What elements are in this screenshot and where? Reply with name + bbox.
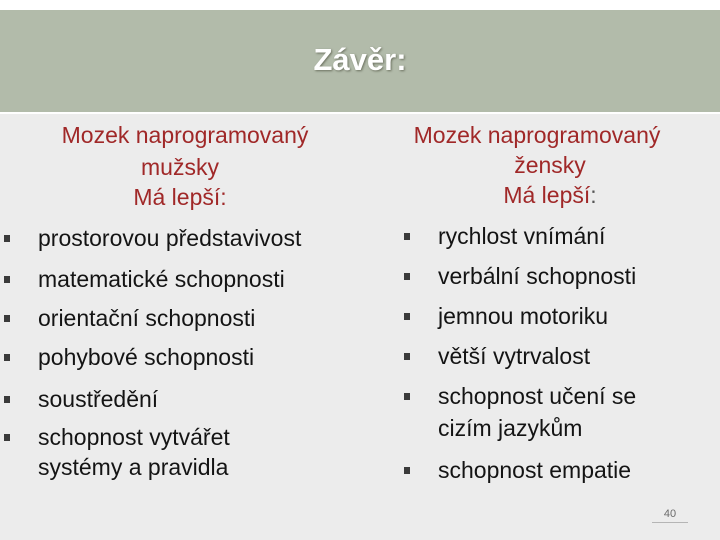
bullet-icon	[404, 353, 410, 360]
list-item	[4, 264, 301, 305]
list-item	[4, 422, 301, 452]
list-item	[404, 301, 636, 341]
bullet-icon	[404, 233, 410, 240]
list-item	[4, 342, 301, 384]
list-item	[4, 303, 301, 342]
list-item-text: jemnou motoriku	[438, 303, 609, 329]
list-item-text: orientační schopnosti	[38, 305, 256, 331]
list-item	[404, 381, 636, 413]
list-item-text: prostorovou představivost	[38, 225, 302, 251]
list-item-continuation	[404, 413, 636, 455]
list-item-text: schopnost učení se	[438, 383, 637, 409]
list-item	[4, 384, 301, 422]
list-item-text: pohybové schopnosti	[38, 344, 255, 370]
list-item-text: cizím jazykům	[438, 415, 583, 441]
list-item	[4, 223, 301, 262]
bullet-icon	[404, 313, 410, 320]
list-item	[404, 341, 636, 381]
bullet-icon	[4, 276, 10, 283]
bullet-icon	[404, 393, 410, 400]
bullet-icon	[404, 273, 410, 280]
bullet-icon	[4, 354, 10, 361]
female-heading-line3-row	[420, 180, 680, 210]
slide-title: Závěr:	[313, 42, 407, 77]
list-item-text: rychlost vnímání	[438, 223, 606, 249]
bullet-icon	[404, 467, 410, 474]
bullet-icon	[4, 315, 10, 322]
list-item-text: větší vytrvalost	[438, 343, 591, 369]
list-item-text: systémy a pravidla	[38, 454, 229, 480]
female-strengths-list	[404, 221, 636, 485]
list-item-text: schopnost empatie	[438, 457, 632, 483]
list-item-text: soustředění	[38, 386, 159, 412]
bullet-icon	[4, 235, 10, 242]
female-heading	[372, 120, 702, 150]
male-heading	[10, 120, 360, 150]
top-rule	[0, 0, 720, 10]
list-item-text: matematické schopnosti	[38, 266, 285, 292]
list-item	[404, 455, 636, 485]
male-heading-line2: mužsky	[141, 154, 219, 180]
male-heading-line3: Má lepší:	[133, 184, 227, 210]
female-heading-sub	[420, 150, 680, 210]
page-number: 40	[652, 508, 688, 523]
female-heading-line2: žensky	[514, 152, 586, 178]
list-item-continuation	[4, 452, 301, 482]
list-item-text: verbální schopnosti	[438, 263, 637, 289]
bullet-icon	[4, 396, 10, 403]
female-heading-line1: Mozek naprogramovaný	[413, 122, 661, 148]
male-heading-sub	[60, 152, 300, 212]
female-heading-line3: Má lepší	[503, 182, 591, 208]
male-strengths-list	[4, 223, 301, 482]
bullet-icon	[4, 434, 10, 441]
female-heading-colon: :	[590, 182, 597, 208]
list-item-text: schopnost vytvářet	[38, 424, 230, 450]
list-item	[404, 221, 636, 261]
male-heading-line1: Mozek naprogramovaný	[61, 122, 309, 148]
list-item	[404, 261, 636, 301]
